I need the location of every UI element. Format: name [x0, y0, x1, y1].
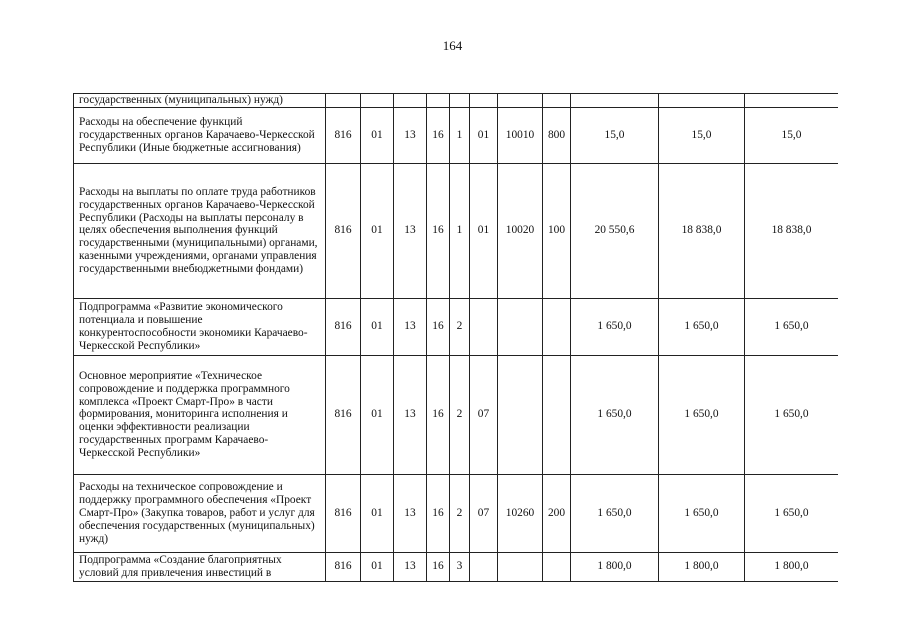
budget-table-container: [73, 93, 838, 583]
cell-c4: [427, 94, 450, 108]
cell-c2: 01: [361, 355, 394, 474]
cell-v3: 1 800,0: [745, 552, 839, 581]
cell-c6: 01: [470, 163, 498, 298]
cell-c1: 816: [326, 298, 361, 355]
cell-c1: [326, 94, 361, 108]
cell-c2: 01: [361, 298, 394, 355]
cell-v3: 1 650,0: [745, 298, 839, 355]
cell-c4: 16: [427, 355, 450, 474]
cell-v1: 1 650,0: [571, 355, 659, 474]
cell-c8: [543, 355, 571, 474]
cell-c1: 816: [326, 552, 361, 581]
cell-v3: 18 838,0: [745, 163, 839, 298]
cell-v2: 15,0: [659, 107, 745, 163]
cell-c7: [498, 94, 543, 108]
cell-c3: 13: [394, 474, 427, 552]
cell-v2: 1 650,0: [659, 474, 745, 552]
cell-c3: [394, 94, 427, 108]
cell-c8: [543, 94, 571, 108]
cell-c1: 816: [326, 107, 361, 163]
table-row: [74, 552, 839, 581]
cell-c5: [450, 94, 470, 108]
cell-c3: 13: [394, 355, 427, 474]
cell-v1: [571, 94, 659, 108]
cell-c6: [470, 94, 498, 108]
cell-v3: [745, 94, 839, 108]
cell-v1: 15,0: [571, 107, 659, 163]
cell-c2: 01: [361, 107, 394, 163]
row-description: Расходы на техническое сопровождение и поддержку программного обеспечения «Проект Смарт-Про» (Закупка товаров, работ и услуг для обеспечения государственных (муниципальных) нужд): [74, 474, 326, 552]
cell-c2: 01: [361, 552, 394, 581]
cell-c8: 800: [543, 107, 571, 163]
cell-c2: 01: [361, 474, 394, 552]
cell-c3: 13: [394, 298, 427, 355]
cell-v2: [659, 94, 745, 108]
cell-c4: 16: [427, 107, 450, 163]
cell-v1: 20 550,6: [571, 163, 659, 298]
cell-c5: 1: [450, 163, 470, 298]
cell-c7: 10020: [498, 163, 543, 298]
cell-v2: 1 800,0: [659, 552, 745, 581]
cell-v2: 1 650,0: [659, 298, 745, 355]
cell-c3: 13: [394, 107, 427, 163]
table-row: [74, 298, 839, 355]
cell-c7: 10260: [498, 474, 543, 552]
cell-c3: 13: [394, 552, 427, 581]
cell-c6: [470, 552, 498, 581]
table-row: [74, 355, 839, 474]
table-row: [74, 107, 839, 163]
page-number: 164: [442, 38, 463, 53]
cell-v3: 1 650,0: [745, 355, 839, 474]
row-description: государственных (муниципальных) нужд): [74, 94, 326, 108]
cell-c1: 816: [326, 474, 361, 552]
cell-c4: 16: [427, 163, 450, 298]
cell-c5: 2: [450, 474, 470, 552]
row-description: Расходы на обеспечение функций государственных органов Карачаево-Черкесской Республики (Иные бюджетные ассигнования): [74, 107, 326, 163]
cell-c6: 01: [470, 107, 498, 163]
cell-v2: 18 838,0: [659, 163, 745, 298]
row-description: Основное мероприятие «Техническое сопровождение и поддержка программного комплекса «Проект Смарт-Про» в части формирования, мониторинга исполнения и оценки эффективности реализации государственных программ Карачаево-Черкесской Республики»: [74, 355, 326, 474]
cell-v1: 1 650,0: [571, 474, 659, 552]
cell-v3: 1 650,0: [745, 474, 839, 552]
cell-c4: 16: [427, 298, 450, 355]
cell-v3: 15,0: [745, 107, 839, 163]
cell-v2: 1 650,0: [659, 355, 745, 474]
cell-c7: [498, 355, 543, 474]
cell-c6: [470, 298, 498, 355]
cell-c8: 100: [543, 163, 571, 298]
cell-c7: [498, 552, 543, 581]
cell-c5: 1: [450, 107, 470, 163]
cell-c8: 200: [543, 474, 571, 552]
cell-c4: 16: [427, 552, 450, 581]
cell-c7: [498, 298, 543, 355]
table-row: [74, 163, 839, 298]
cell-c6: 07: [470, 474, 498, 552]
cell-v1: 1 650,0: [571, 298, 659, 355]
row-description: Подпрограмма «Развитие экономического потенциала и повышение конкурентоспособности экономики Карачаево-Черкесской Республики»: [74, 298, 326, 355]
row-description: Подпрограмма «Создание благоприятных условий для привлечения инвестиций в: [74, 552, 326, 581]
budget-table: [73, 93, 838, 582]
table-row: [74, 94, 839, 108]
cell-c2: [361, 94, 394, 108]
cell-v1: 1 800,0: [571, 552, 659, 581]
cell-c5: 3: [450, 552, 470, 581]
cell-c5: 2: [450, 298, 470, 355]
table-body: [74, 94, 839, 582]
cell-c2: 01: [361, 163, 394, 298]
cell-c6: 07: [470, 355, 498, 474]
row-description: Расходы на выплаты по оплате труда работников государственных органов Карачаево-Черкесской Республики (Расходы на выплаты персоналу в целях обеспечения выполнения функций государственными (муниципальными) органами, казенными учреждениями, органами управления государственными внебюджетными фондами): [74, 163, 326, 298]
cell-c3: 13: [394, 163, 427, 298]
cell-c7: 10010: [498, 107, 543, 163]
cell-c8: [543, 552, 571, 581]
cell-c5: 2: [450, 355, 470, 474]
cell-c1: 816: [326, 355, 361, 474]
cell-c8: [543, 298, 571, 355]
cell-c1: 816: [326, 163, 361, 298]
table-row: [74, 474, 839, 552]
cell-c4: 16: [427, 474, 450, 552]
